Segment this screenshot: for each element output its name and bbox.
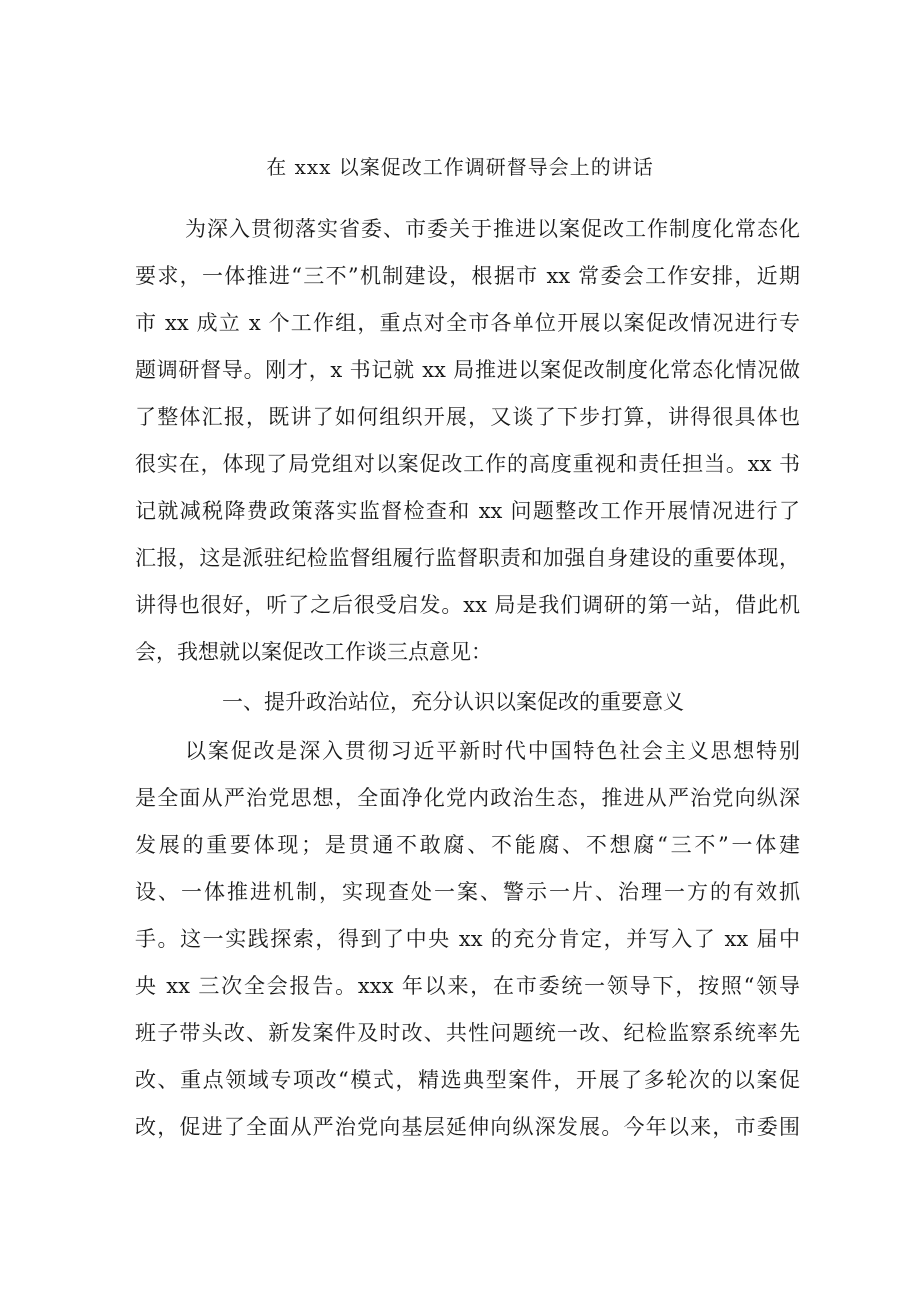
paragraph-line: 要求，一体推进“三不”机制建设，根据市 xx 常委会工作安排，近期 xyxy=(135,264,800,288)
paragraph-line: 为深入贯彻落实省委、市委关于推进以案促改工作制度化常态化 xyxy=(185,217,800,241)
paragraph-line: 会，我想就以案促改工作谈三点意见： xyxy=(135,640,492,664)
paragraph-line: 题调研督导。刚才，x 书记就 xx 局推进以案促改制度化常态化情况做 xyxy=(135,358,800,382)
paragraph-line: 很实在，体现了局党组对以案促改工作的高度重视和责任担当。xx 书 xyxy=(135,452,800,476)
paragraph-line: 手。这一实践探索，得到了中央 xx 的充分肯定，并写入了 xx 届中 xyxy=(135,927,800,951)
paragraph-line: 了整体汇报，既讲了如何组织开展，又谈了下步打算，讲得很具体也 xyxy=(135,405,800,429)
paragraph-line: 设、一体推进机制，实现查处一案、警示一片、治理一方的有效抓 xyxy=(135,880,800,904)
paragraph-line: 市 xx 成立 x 个工作组，重点对全市各单位开展以案促改情况进行专 xyxy=(135,311,800,335)
paragraph-line: 班子带头改、新发案件及时改、共性问题统一改、纪检监察系统率先 xyxy=(135,1021,800,1045)
paragraph-line: 央 xx 三次全会报告。xxx 年以来，在市委统一领导下，按照“领导 xyxy=(135,974,800,998)
paragraph-line: 改，促进了全面从严治党向基层延伸向纵深发展。今年以来，市委围 xyxy=(135,1115,800,1139)
paragraph-line: 记就减税降费政策落实监督检查和 xx 问题整改工作开展情况进行了 xyxy=(135,499,800,523)
paragraph-line: 改、重点领域专项改“模式，精选典型案件，开展了多轮次的以案促 xyxy=(135,1068,800,1092)
section-heading: 一、提升政治站位，充分认识以案促改的重要意义 xyxy=(222,690,684,714)
paragraph-line: 讲得也很好，听了之后很受启发。xx 局是我们调研的第一站，借此机 xyxy=(135,593,800,617)
paragraph-line: 是全面从严治党思想，全面净化党内政治生态，推进从严治党向纵深 xyxy=(135,786,800,810)
paragraph-line: 以案促改是深入贯彻习近平新时代中国特色社会主义思想特别 xyxy=(185,739,800,763)
paragraph-line: 汇报，这是派驻纪检监督组履行监督职责和加强自身建设的重要体现， xyxy=(135,546,800,570)
document-title: 在 xxx 以案促改工作调研督导会上的讲话 xyxy=(266,155,654,179)
paragraph-line: 发展的重要体现；是贯通不敢腐、不能腐、不想腐“三不”一体建 xyxy=(135,833,800,857)
